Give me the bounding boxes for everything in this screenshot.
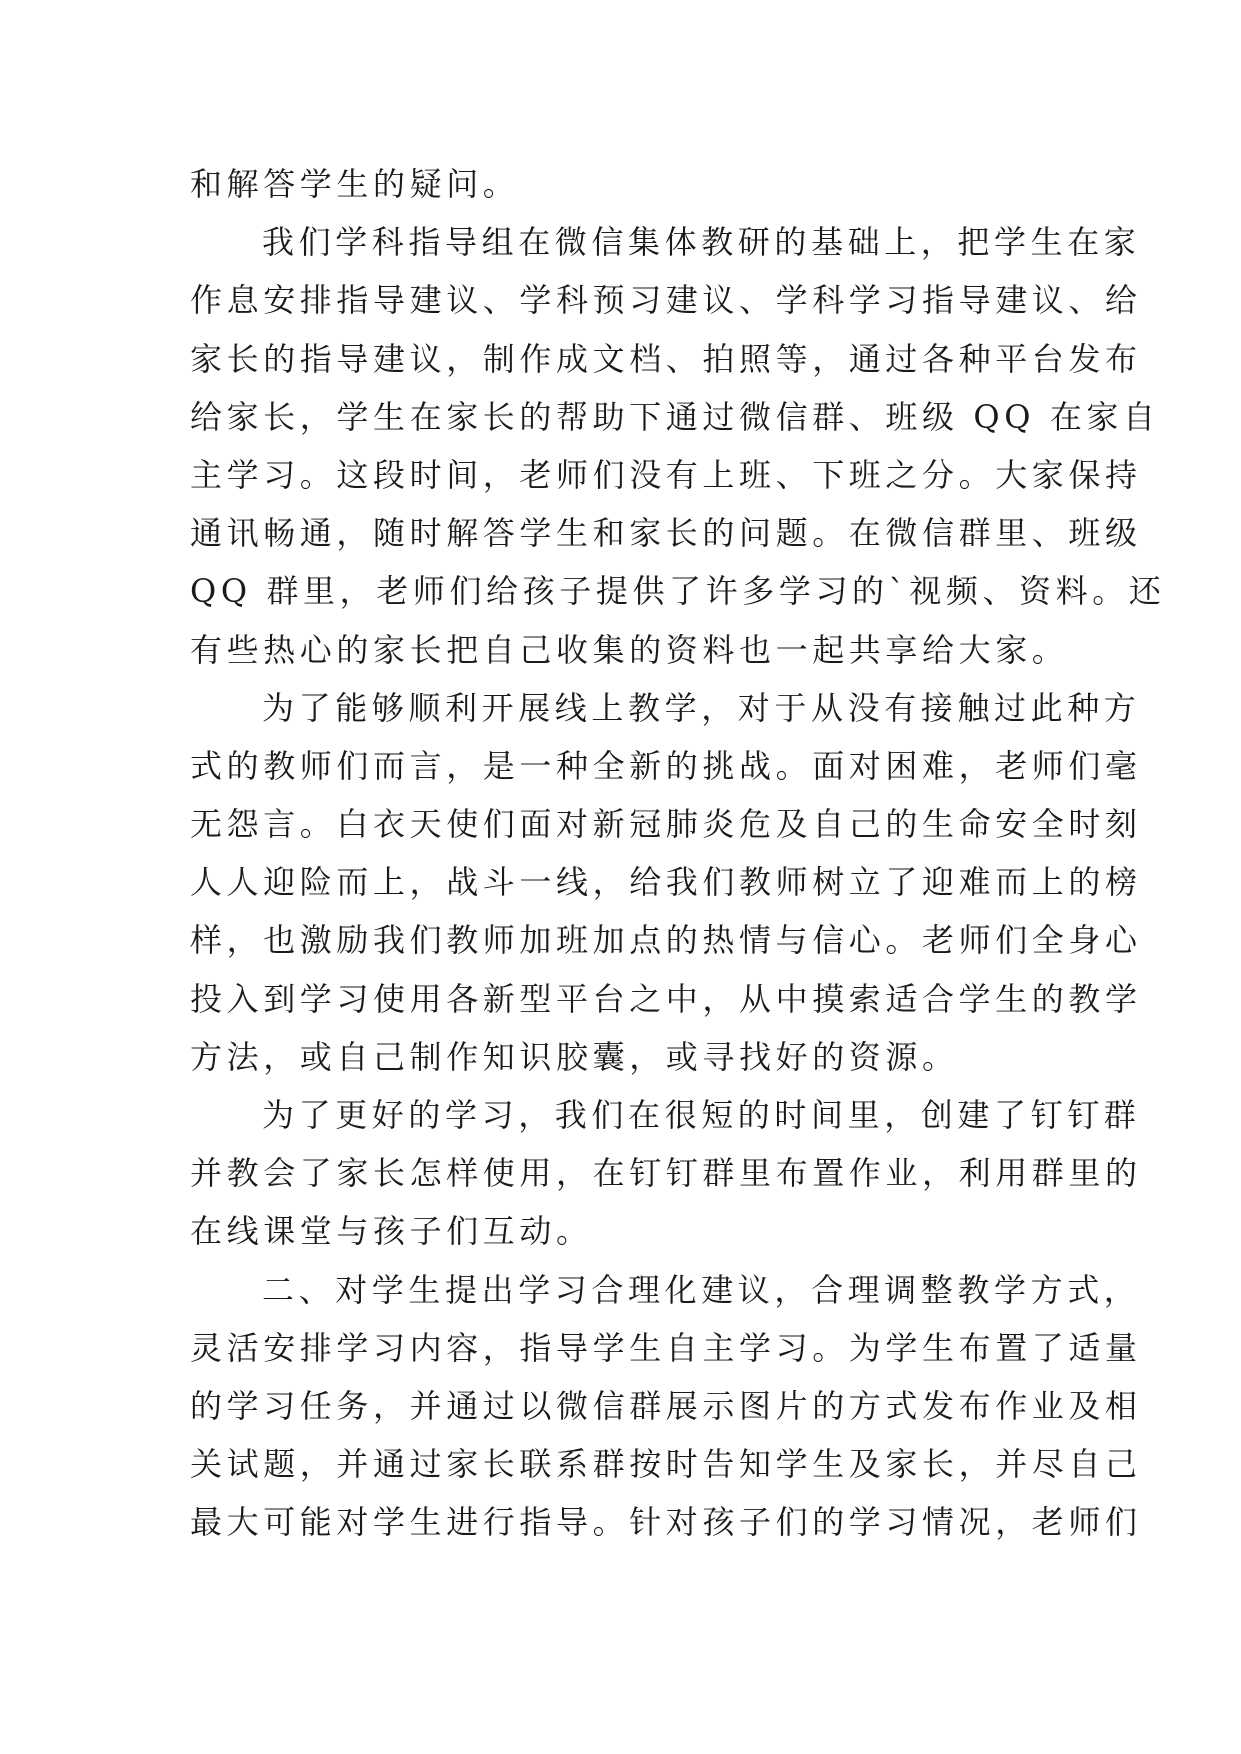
- text-line: 无怨言。白衣天使们面对新冠肺炎危及自己的生命安全时刻: [190, 805, 1142, 844]
- text-line: 作息安排指导建议、学科预习建议、学科学习指导建议、给: [190, 281, 1142, 320]
- text-line: 我们学科指导组在微信集体教研的基础上，把学生在家: [262, 223, 1141, 262]
- text-line: 家长的指导建议，制作成文档、拍照等，通过各种平台发布: [190, 339, 1142, 378]
- text-line: 人人迎险而上，战斗一线，给我们教师树立了迎难而上的榜: [190, 863, 1142, 902]
- text-line: 有些热心的家长把自己收集的资料也一起共享给大家。: [190, 630, 1069, 669]
- text-line: 式的教师们而言，是一种全新的挑战。面对困难，老师们毫: [190, 746, 1142, 785]
- text-line: 样，也激励我们教师加班加点的热情与信心。老师们全身心: [190, 921, 1142, 960]
- body-text: [190, 155, 1166, 1552]
- text-line: 二、对学生提出学习合理化建议，合理调整教学方式，: [262, 1270, 1141, 1309]
- text-line: 通讯畅通，随时解答学生和家长的问题。在微信群里、班级: [190, 514, 1142, 553]
- text-line: 并教会了家长怎样使用，在钉钉群里布置作业，利用群里的: [190, 1154, 1142, 1193]
- text-line: 方法，或自己制作知识胶囊，或寻找好的资源。: [190, 1037, 959, 1076]
- text-line: 的学习任务，并通过以微信群展示图片的方式发布作业及相: [190, 1386, 1142, 1425]
- text-line: 关试题，并通过家长联系群按时告知学生及家长，并尽自己: [190, 1445, 1142, 1484]
- text-line: 和解答学生的疑问。: [190, 165, 520, 203]
- text-line: 最大可能对学生进行指导。针对孩子们的学习情况，老师们: [190, 1503, 1142, 1542]
- text-line: QQ 群里，老师们给孩子提供了许多学习的`视频、资料。还: [190, 572, 1166, 611]
- text-line: 灵活安排学习内容，指导学生自主学习。为学生布置了适量: [190, 1328, 1142, 1367]
- text-line: 为了能够顺利开展线上教学，对于从没有接触过此种方: [262, 688, 1141, 727]
- text-line: 给家长，学生在家长的帮助下通过微信群、班级 QQ 在家自: [190, 397, 1160, 436]
- text-line: 为了更好的学习，我们在很短的时间里，创建了钉钉群: [262, 1096, 1141, 1134]
- text-line: 在线课堂与孩子们互动。: [190, 1212, 593, 1251]
- text-line: 主学习。这段时间，老师们没有上班、下班之分。大家保持: [190, 455, 1142, 494]
- text-line: 投入到学习使用各新型平台之中，从中摸索适合学生的教学: [190, 979, 1142, 1018]
